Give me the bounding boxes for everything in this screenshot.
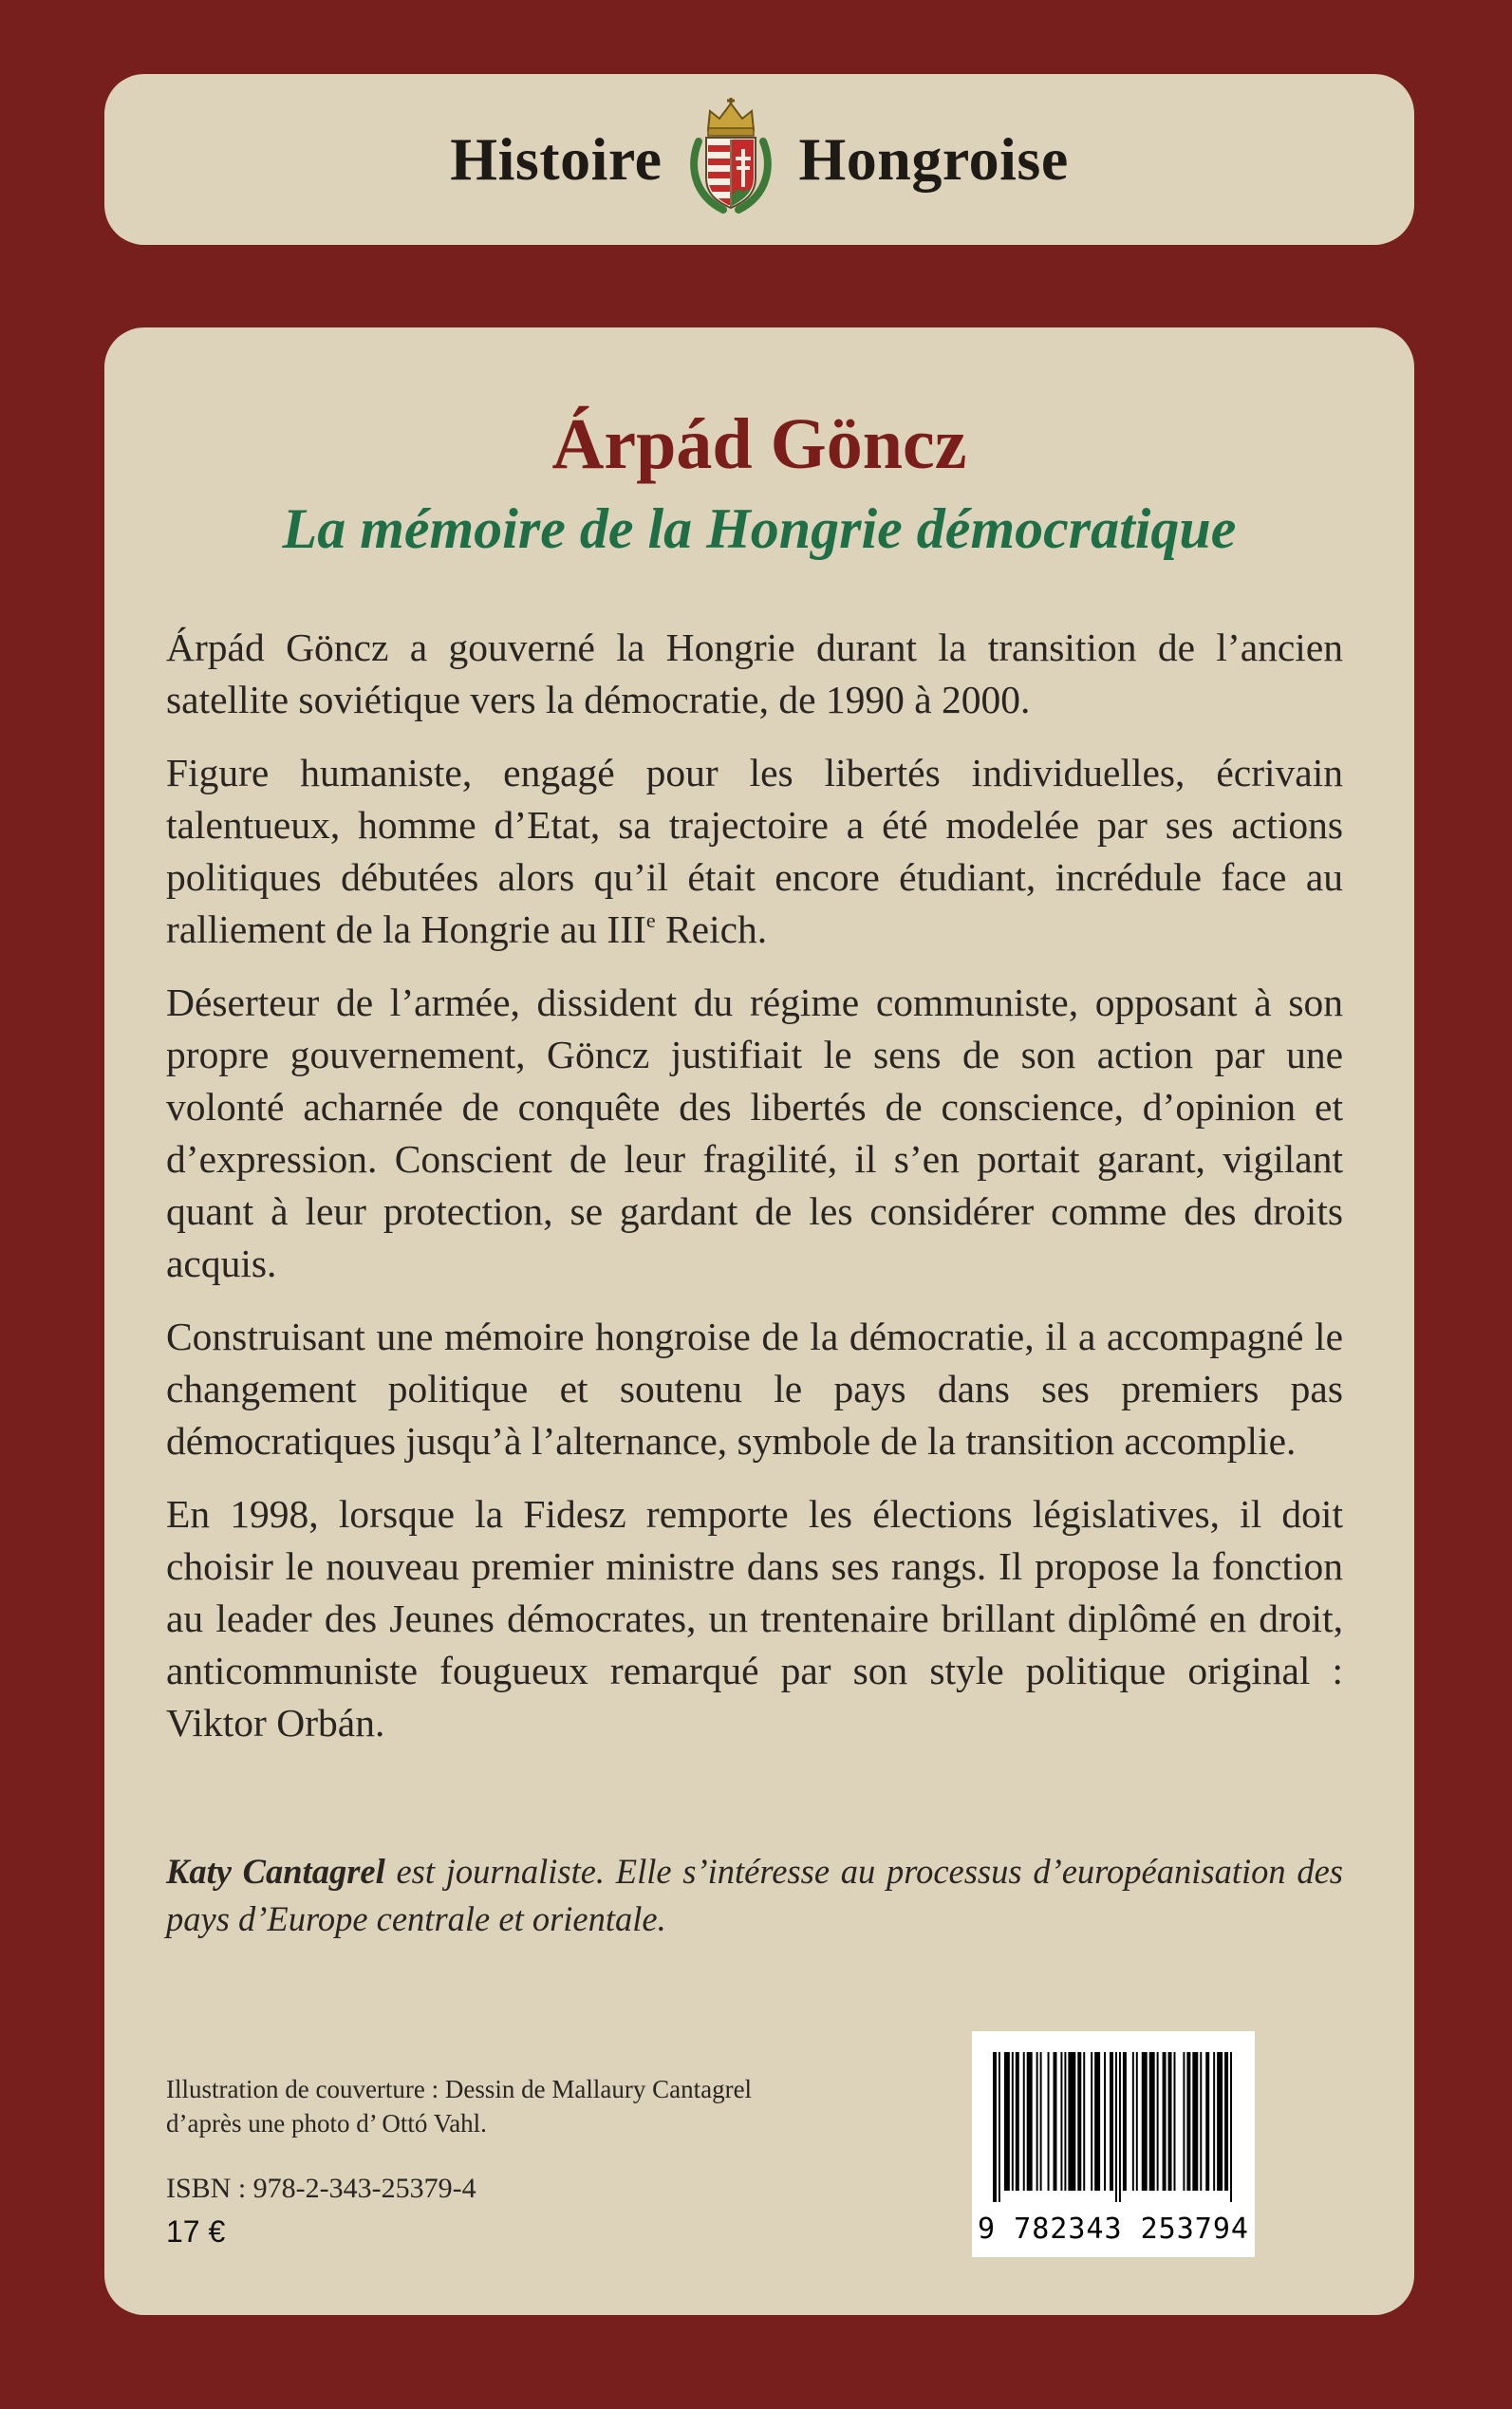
barcode-bar <box>1163 2052 1167 2191</box>
barcode-bars <box>993 2052 1234 2202</box>
author-bio: est journaliste. Elle s’intéresse au processus d’européanisation des pays d’Europe centrale et orientale. <box>166 1852 1343 1938</box>
barcode-bar <box>1012 2052 1014 2191</box>
series-banner <box>104 74 1414 245</box>
barcode-bar <box>1192 2052 1198 2191</box>
author-name: Katy Cantagrel <box>166 1852 385 1891</box>
barcode-bar <box>1104 2052 1106 2191</box>
hungarian-coat-of-arms-icon <box>685 98 776 221</box>
barcode-bar <box>1213 2052 1215 2191</box>
barcode-bar <box>1200 2052 1202 2191</box>
cover-illustration-credit <box>166 2072 752 2140</box>
barcode-bar <box>1115 2052 1117 2202</box>
book-subtitle: La mémoire de la Hongrie démocratique <box>282 497 1237 560</box>
superscript: e <box>645 908 656 932</box>
barcode-bar <box>1023 2052 1025 2191</box>
barcode-bar <box>1064 2052 1066 2191</box>
barcode-bar <box>1083 2052 1085 2191</box>
book-title: Árpád Göncz <box>551 404 967 484</box>
credit-line-1: Illustration de couverture : Dessin de Mallaury Cantagrel <box>166 2075 753 2103</box>
blurb-paragraph-2-end: Reich. <box>655 907 768 951</box>
barcode <box>972 2031 1255 2257</box>
series-name-left: Histoire <box>450 125 663 193</box>
barcode-bar <box>1004 2052 1010 2191</box>
barcode-bar <box>1149 2052 1155 2191</box>
barcode-bar <box>1060 2052 1062 2191</box>
barcode-bar <box>1040 2052 1042 2191</box>
barcode-bar <box>1230 2052 1232 2202</box>
series-name-right: Hongroise <box>798 125 1069 193</box>
isbn: ISBN : 978-2-343-25379-4 <box>166 2173 476 2204</box>
blurb-paragraph-1: Árpád Göncz a gouverné la Hongrie durant la transition de l’ancien satellite soviétique vers la démocratie, de 1990 à 2000. <box>166 626 1343 721</box>
barcode-bar <box>999 2052 1000 2202</box>
barcode-bar <box>1205 2052 1209 2191</box>
barcode-bar <box>1142 2052 1148 2191</box>
blurb-paragraph-2-text: Figure humaniste, engagé pour les libertés individuelles, écrivain talentueux, homme d’Etat, sa trajectoire a été modelée par ses actions politiques débutées alors qu’il était encore étudiant, incrédule face au ralliement de la Hongrie au III <box>166 751 1343 951</box>
barcode-bar <box>1077 2052 1081 2191</box>
barcode-bar <box>1123 2052 1127 2191</box>
barcode-bar <box>1091 2052 1092 2191</box>
barcode-bar <box>1054 2052 1057 2191</box>
barcode-bar <box>1132 2052 1134 2191</box>
credit-line-2: d’après une photo d’ Ottó Vahl. <box>166 2109 487 2138</box>
blurb-paragraph-4: Construisant une mémoire hongroise de la démocratie, il a accompagné le changement politique et soutenu le pays dans ses premiers pas démocratiques jusqu’à l’alternance, symbole de la transition accomplie. <box>166 1315 1343 1463</box>
barcode-bar <box>1027 2052 1033 2191</box>
barcode-bar <box>1068 2052 1075 2191</box>
barcode-bar <box>1224 2052 1228 2191</box>
barcode-bar <box>1174 2052 1176 2191</box>
barcode-bar <box>1119 2052 1121 2202</box>
blurb-paragraph-5: En 1998, lorsque la Fidesz remporte les élections législatives, il doit choisir le nouveau premier ministre dans ses rangs. Il propose la fonction au leader des Jeunes démocrates, un trentenaire brillant diplômé en droit, anticommuniste fougueux remarqué par son style politique original : Viktor Orbán. <box>166 1492 1343 1745</box>
barcode-bar <box>1217 2052 1223 2191</box>
barcode-bar <box>993 2052 997 2202</box>
back-cover-panel <box>104 327 1414 2315</box>
author-note <box>166 1848 1343 1943</box>
barcode-bar <box>1094 2052 1100 2191</box>
blurb-paragraph-2 <box>166 747 1343 956</box>
blurb-paragraph-3: Déserteur de l’armée, dissident du régime communiste, opposant à son propre gouvernement, Göncz justifiait le sens de son action par une volonté acharnée de conquête des libertés de conscience, d’opinion et d’expression. Conscient de leur fragilité, il s’en portait garant, vigilant quant à leur protection, se gardant de les considérer comme des droits acquis. <box>166 980 1343 1285</box>
barcode-bar <box>1157 2052 1159 2191</box>
barcode-bar <box>1016 2052 1019 2191</box>
blurb <box>166 622 1343 1770</box>
barcode-digits: 9 782343 253794 <box>978 2213 1249 2246</box>
barcode-bar <box>1110 2052 1113 2191</box>
barcode-bar <box>1048 2052 1050 2191</box>
price: 17 € <box>166 2214 226 2249</box>
barcode-bar <box>1136 2052 1138 2191</box>
barcode-bar <box>1186 2052 1190 2191</box>
barcode-bar <box>1168 2052 1172 2191</box>
barcode-bar <box>1036 2052 1038 2191</box>
barcode-bar <box>1183 2052 1185 2191</box>
